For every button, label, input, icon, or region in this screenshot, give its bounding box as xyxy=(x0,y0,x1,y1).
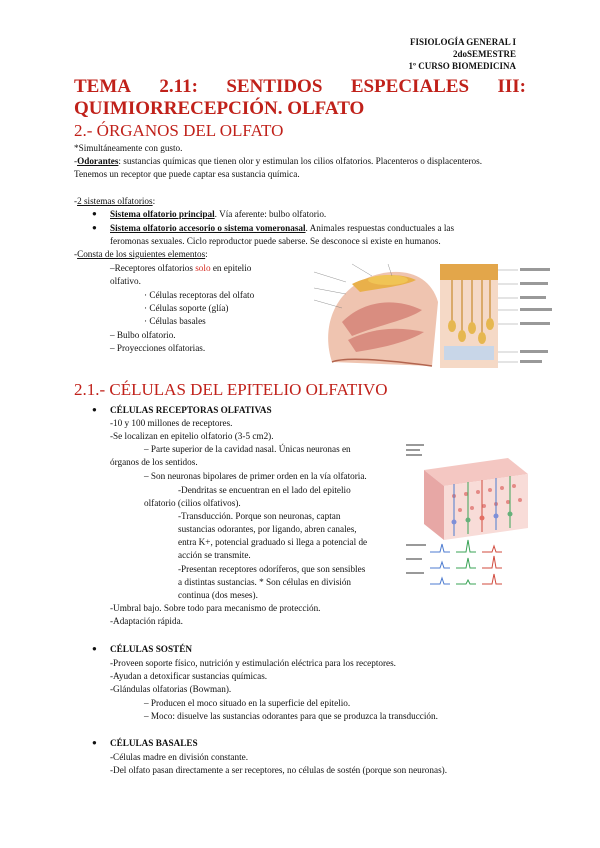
course-year: 1º CURSO BIOMEDICINA xyxy=(408,61,516,71)
receptor-note: Tenemos un receptor que puede captar esa sustancia química. xyxy=(74,169,300,179)
proyecciones-olfatorias: – Proyecciones olfatorias. xyxy=(110,343,206,353)
odorantes-term: Odorantes xyxy=(77,156,119,166)
page-title xyxy=(74,76,526,120)
odorantes-definition: -Odorantes: sustancias químicas que tienen olor y estimulan los cilios olfatorios. Placenteros o displacenteros. xyxy=(74,156,482,166)
solo-highlight: solo xyxy=(195,263,211,273)
title-word: TEMA xyxy=(74,76,131,97)
bullet-icon: ● xyxy=(92,738,97,747)
sosten-item: – Producen el moco situado en la superficie del epitelio. xyxy=(144,698,351,708)
receptores-text-b: en epitelio xyxy=(210,263,252,273)
sistema-accesorio-cont: feromonas sexuales. Ciclo reproductor puede saberse. Se desconoce si existe en humanos. xyxy=(110,236,441,246)
title-word: 2.11: xyxy=(159,76,198,97)
receptoras-item: -Se localizan en epitelio olfatorio (3-5 cm2). xyxy=(110,431,274,441)
sistema-accesorio-term: Sistema olfatorio accesorio o sistema vomeronasal xyxy=(110,223,306,233)
simultaneous-note: *Simultáneamente con gusto. xyxy=(74,143,183,153)
course-name: FISIOLOGÍA GENERAL I xyxy=(409,37,516,47)
receptoras-item: -10 y 100 millones de receptores. xyxy=(110,418,233,428)
sosten-item: -Glándulas olfatorias (Bowman). xyxy=(110,684,232,694)
sistema-accesorio xyxy=(110,222,454,235)
bullet-icon: ● xyxy=(92,405,97,414)
sosten-heading: CÉLULAS SOSTÉN xyxy=(110,644,192,654)
bullet-icon: ● xyxy=(92,223,97,232)
document-header xyxy=(409,36,516,72)
receptoras-item: a distintas sustancias. * Son células en división xyxy=(178,577,352,587)
title-line-2: QUIMIORRECEPCIÓN. OLFATO xyxy=(74,98,365,119)
consta-heading: -Consta de los siguientes elementos: xyxy=(74,249,208,259)
sistemas-heading: -2 sistemas olfatorios: xyxy=(74,196,156,206)
receptoras-item: sustancias odorantes, por ligando, abren canales, xyxy=(178,524,357,534)
receptores-line xyxy=(110,262,251,275)
sistema-principal-term: Sistema olfatorio principal xyxy=(110,209,215,219)
olfactory-anatomy-figure xyxy=(312,262,558,372)
title-word: ESPECIALES xyxy=(350,76,470,97)
basales-heading: CÉLULAS BASALES xyxy=(110,738,198,748)
receptoras-item: -Umbral bajo. Sobre todo para mecanismo de protección. xyxy=(110,603,321,613)
basales-item: -Células madre en división constante. xyxy=(110,752,249,762)
title-word: SENTIDOS xyxy=(226,76,323,97)
bullet-icon: ● xyxy=(92,644,97,653)
receptoras-heading: CÉLULAS RECEPTORAS OLFATIVAS xyxy=(110,405,272,415)
bullet-icon: ● xyxy=(92,209,97,218)
receptoras-item: -Adaptación rápida. xyxy=(110,616,183,626)
receptoras-item: entra K+, potencial graduado si llega a potencial de xyxy=(178,537,368,547)
sistema-accesorio-text: . Animales respuestas conductuales a las xyxy=(305,223,455,233)
receptoras-item: órganos de los sentidos. xyxy=(110,457,198,467)
section-heading-organos: 2.- ÓRGANOS DEL OLFATO xyxy=(74,121,284,140)
sistema-principal-text: . Vía aferente: bulbo olfatorio. xyxy=(214,209,327,219)
receptores-line-cont: olfativo. xyxy=(110,276,141,286)
consta-label: Consta de los siguientes elementos xyxy=(77,249,206,259)
cell-type-basales: · Células basales xyxy=(144,316,206,326)
receptoras-item: olfatorio (cilios olfativos). xyxy=(144,498,241,508)
receptoras-item: continua (dos meses). xyxy=(178,590,258,600)
receptores-text: –Receptores olfatorios xyxy=(110,263,196,273)
sosten-item: – Moco: disuelve las sustancias odorantes para que se produzca la transducción. xyxy=(144,711,438,721)
receptoras-item: acción se transmite. xyxy=(178,550,251,560)
title-word: III: xyxy=(497,76,526,97)
sosten-item: -Ayudan a detoxificar sustancias químicas. xyxy=(110,671,268,681)
bulbo-olfatorio: – Bulbo olfatorio. xyxy=(110,330,176,340)
section-heading-celulas: 2.1.- CÉLULAS DEL EPITELIO OLFATIVO xyxy=(74,380,388,399)
olfactory-epithelium-figure xyxy=(404,440,530,588)
odorantes-text: : sustancias químicas que tienen olor y estimulan los cilios olfatorios. Placenteros o displacenteros. xyxy=(118,156,482,166)
semester: 2doSEMESTRE xyxy=(452,49,516,59)
sistema-principal xyxy=(110,208,326,221)
receptoras-item: – Son neuronas bipolares de primer orden en la vía olfatoria. xyxy=(144,471,367,481)
sistemas-label: 2 sistemas olfatorios xyxy=(77,196,153,206)
cell-type-soporte: · Células soporte (glía) xyxy=(144,303,229,313)
sosten-item: -Proveen soporte físico, nutrición y estimulación eléctrica para los receptores. xyxy=(110,658,396,668)
receptoras-item: -Dendritas se encuentran en el lado del epitelio xyxy=(178,485,351,495)
receptoras-item: -Presentan receptores odoríferos, que son sensibles xyxy=(178,564,366,574)
basales-item: -Del olfato pasan directamente a ser receptores, no células de sostén (porque son neuronas). xyxy=(110,765,447,775)
cell-type-receptoras: · Células receptoras del olfato xyxy=(144,290,255,300)
receptoras-item: -Transducción. Porque son neuronas, captan xyxy=(178,511,341,521)
receptoras-item: – Parte superior de la cavidad nasal. Únicas neuronas en xyxy=(144,444,351,454)
